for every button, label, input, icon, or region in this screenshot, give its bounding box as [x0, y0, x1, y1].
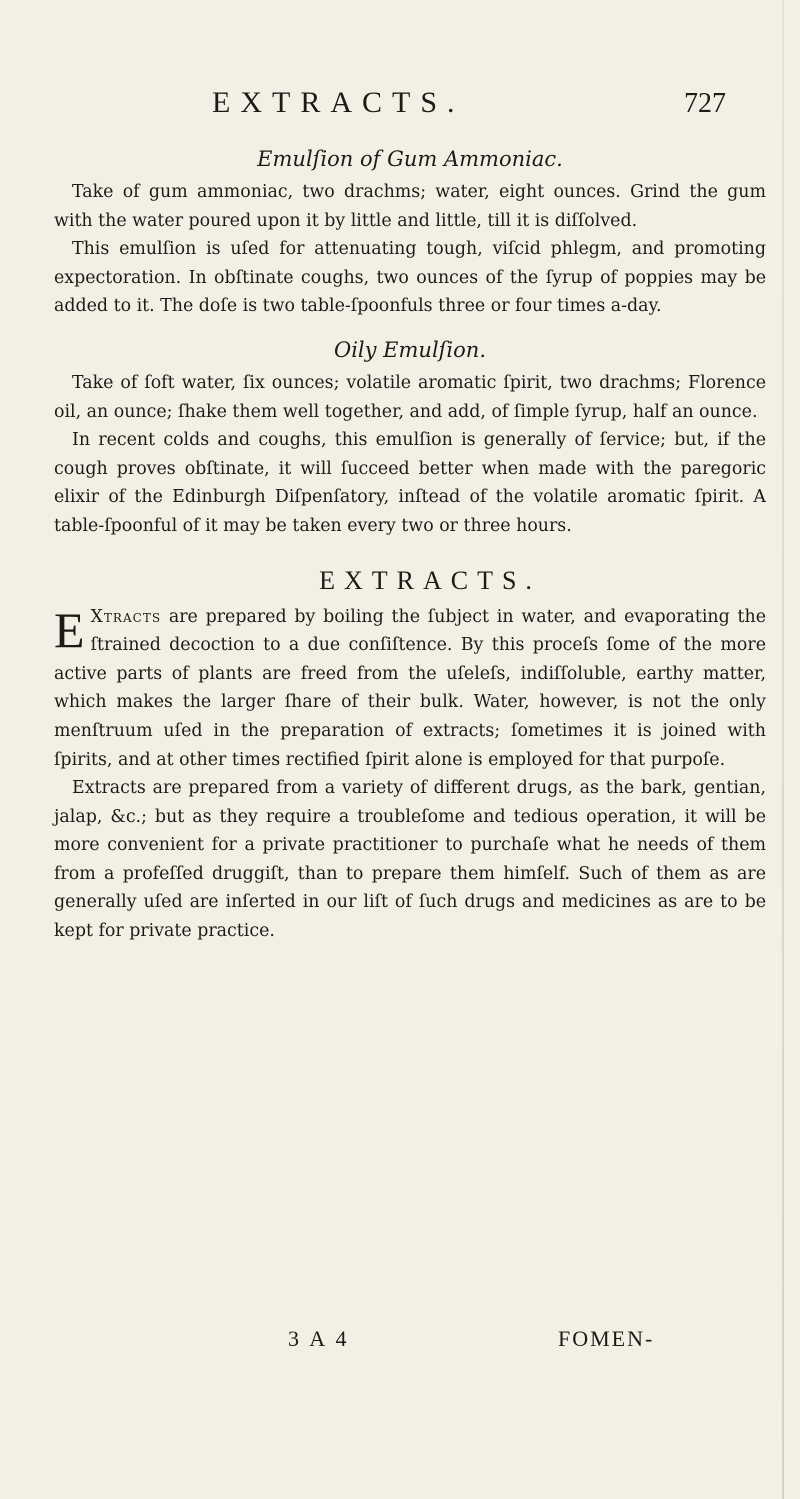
- paragraph: This emulſion is uſed for attenuating tough, viſcid phlegm, and promoting expectoration. In obſtinate coughs, two ounces of the ſyrup of poppies may be added to it. The doſe is two table-ſpoonfuls three or four times a-day.: [54, 239, 766, 317]
- paragraph: Take of gum ammoniac, two drachms; water, eight ounces. Grind the gum with the water poured upon it by little and little, till it is diſſolved.: [54, 182, 766, 231]
- section-title-oily-emulsion: Oily Emulſion.: [333, 337, 486, 362]
- lead-word: Xtracts: [90, 606, 162, 627]
- paragraph: In recent colds and coughs, this emulſion is generally of ſervice; but, if the cough proves obſtinate, it will ſucceed better when made with the paregoric elixir of the Edinburgh Diſpenſatory, inſtead of the volatile aromatic ſpirit. A table-ſpoonful of it may be taken every two or three hours.: [54, 430, 766, 536]
- page-body: [54, 140, 766, 946]
- page-footer: [0, 1326, 800, 1366]
- running-head: EXTRACTS.: [212, 86, 465, 119]
- section-title-extracts: EXTRACTS.: [319, 565, 541, 595]
- section-title-gum-ammoniac: Emulſion of Gum Ammoniac.: [257, 147, 563, 171]
- page-number: 727: [684, 88, 726, 119]
- catchword: FOMEN-: [558, 1326, 655, 1351]
- page-edge-shadow: [782, 0, 784, 1499]
- paragraph: Take of ſoft water, ſix ounces; volatile aromatic ſpirit, two drachms; Florence oil, an ounce; ſhake them well together, and add, of ſimple ſyrup, half an ounce.: [54, 372, 766, 422]
- paragraph-text: are prepared by boiling the ſubject in water, and evaporating the ſtrained decoction to a due conſiſtence. By this proceſs ſome of the more active parts of plants are freed from the uſeleſs, indiſſoluble, earthy matter, which makes the larger ſhare of their bulk. Water, however, is not the only menſtruum uſed in the preparation of extracts; ſometimes it is joined with ſpirits, and at other times rectified ſpirit alone is employed for that purpoſe.: [54, 606, 766, 770]
- paragraph: Extracts are prepared from a variety of different drugs, as the bark, gentian, jalap, &c.; but as they require a troubleſome and tedious operation, it will be more convenient for a private practitioner to purchaſe what he needs of them from a profeſſed druggiſt, than to prepare them himſelf. Such of them as are generally uſed are inſerted in our liſt of ſuch drugs and medicines as are to be kept for private practice.: [54, 778, 766, 942]
- signature-mark: 3 A 4: [288, 1326, 350, 1351]
- page-header: [0, 86, 800, 126]
- paragraph-with-dropcap: [54, 603, 766, 775]
- drop-cap: E: [54, 601, 85, 658]
